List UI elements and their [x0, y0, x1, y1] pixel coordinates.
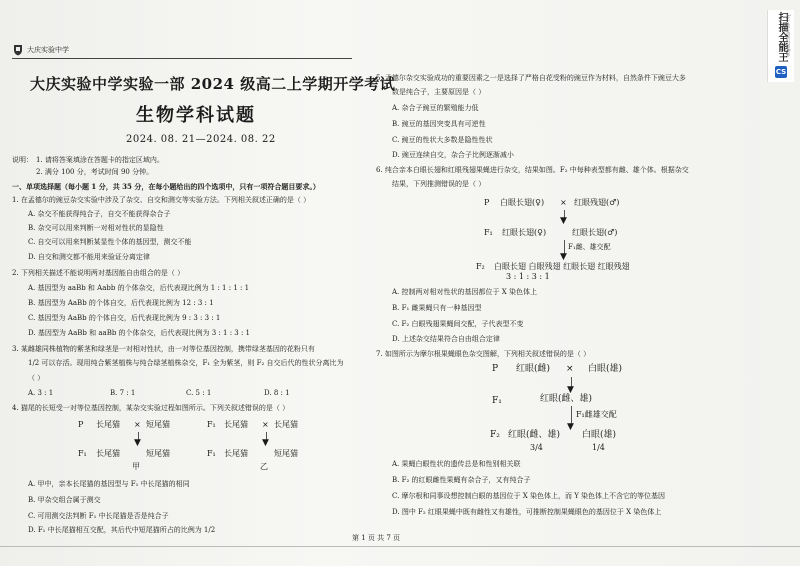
school-label: 大庆实验中学 [27, 46, 69, 54]
q6-option-c: C. F₂ 白眼残翅果蝇间交配，子代表型不变 [392, 320, 524, 328]
q6-p-cross: × [560, 198, 567, 207]
q4-yi-cross: × [262, 420, 269, 429]
school-crest-icon [12, 44, 24, 56]
q5-stem-line2: 数是纯合子，主要原因是（ ） [392, 88, 486, 96]
q4-jia-p-long: 长尾猫 [96, 420, 120, 429]
q3-stem-line1: 3. 某雌雄同株植物的紫茎和绿茎是一对相对性状，由一对等位基因控制，携带绿茎基因的花粉只有 [12, 345, 315, 353]
instructions-label: 说明： [12, 156, 33, 164]
q4-option-b: B. 甲杂交组合属于测交 [28, 496, 101, 504]
exam-date: 2024. 08. 21—2024. 08. 22 [126, 134, 276, 145]
q6-p-male: 红眼残翅(♂) [574, 198, 620, 207]
q7-f2-white-fraction: 1/4 [592, 443, 605, 452]
q4-yi-p-label: F₁ [207, 420, 216, 429]
scanner-tagline: 3亿人都在用的扫描App [786, 14, 791, 57]
q7-option-b: B. F₂ 的红眼雌性果蝇有杂合子，又有纯合子 [392, 476, 531, 484]
q2-stem: 2. 下列相关描述不能说明两对基因能自由组合的是（ ） [12, 269, 185, 277]
q3-option-c: C. 5 : 1 [186, 389, 212, 397]
q7-f2-white: 白眼(雄) [582, 430, 617, 440]
q1-option-b: B. 杂交可以用来判断一对相对性状的显隐性 [28, 224, 164, 232]
camscanner-logo-icon: CS [775, 68, 787, 76]
q4-stem: 4. 猫尾的长短受一对等位基因控制，某杂交实验过程如图所示。下列关叙述错误的是（ ） [12, 404, 290, 412]
q3-option-a: A. 3 : 1 [28, 389, 54, 397]
q7-option-d: D. 图中 F₂ 红眼果蝇中既有雌性又有雄性，可推断控制果蝇眼色的基因位于 X 染色体上 [392, 508, 662, 516]
q4-yi-arrow-icon: ▼ [262, 438, 269, 448]
q2-option-b: B. 基因型为 AaBb 的个体自交，后代表现比例为 12 : 3 : 1 [28, 299, 214, 307]
q1-stem: 1. 在孟德尔的豌豆杂交实验中涉及了杂交、自交和测交等实验方法。下列相关叙述正确的是（ ） [12, 196, 311, 204]
q1-option-a: A. 杂交不能获得纯合子，自交不能获得杂合子 [28, 210, 171, 218]
q5-stem-line1: 5. 孟德尔杂交实验成功的重要因素之一是选择了严格自花受粉的豌豆作为材料，自然条件下豌豆大多 [376, 74, 686, 82]
q6-option-d: D. 上述杂交结果符合自由组合定律 [392, 335, 500, 343]
q6-option-b: B. F₁ 雌果蝇只有一种基因型 [392, 304, 482, 312]
q5-option-b: B. 豌豆的基因突变具有可逆性 [392, 120, 486, 128]
q4-yi-label: 乙 [260, 462, 268, 471]
subject-title: 生物学科试题 [136, 105, 256, 126]
q4-option-c: C. 可用测交法判断 F₁ 中长尾猫是否是纯合子 [28, 512, 169, 520]
q4-jia-cross: × [134, 420, 141, 429]
q7-option-c: C. 摩尔根和同事设想控制白眼的基因位于 X 染色体上，而 Y 染色体上不含它的等位基因 [392, 492, 666, 500]
q7-f1-arrow-icon: ▼ [567, 422, 574, 432]
q7-stem: 7. 如图所示为摩尔根果蝇眼色杂交图解，下列相关叙述错误的是（ ） [376, 350, 591, 358]
q3-stem-line2: 1/2 可以存活。现用纯合紫茎植株与纯合绿茎植株杂交，F₁ 全为紫茎，则 F₂ 自交后代的性状分离比为 [28, 359, 344, 367]
q4-option-d: D. F₁ 中长尾猫相互交配，其后代中短尾猫所占的比例为 1/2 [28, 526, 216, 534]
q7-p-male: 白眼(雄) [588, 364, 623, 374]
q4-yi-p-long-1: 长尾猫 [224, 420, 248, 429]
footer-rule [0, 546, 800, 547]
q3-option-b: B. 7 : 1 [110, 389, 136, 397]
page-number: 第 1 页 共 7 页 [352, 534, 401, 542]
scanner-watermark [767, 10, 794, 82]
q6-f1-arrow-icon: ▼ [560, 252, 567, 262]
q7-f2-red-fraction: 3/4 [530, 443, 543, 452]
q6-stem-line2: 结果，下列推测错误的是（ ） [392, 180, 486, 188]
q4-jia-p-short: 短尾猫 [146, 420, 170, 429]
q2-option-a: A. 基因型为 aaBb 和 Aabb 的个体杂交，后代表现比例为 1 : 1 : 1 : 1 [28, 284, 250, 292]
q4-jia-f1-short: 短尾猫 [146, 449, 170, 458]
q7-p-female: 红眼(雌) [516, 364, 551, 374]
q2-option-d: D. 基因型为 AaBb 和 aaBb 的个体杂交，后代表现比例为 3 : 1 : 3 : 1 [28, 329, 251, 337]
q1-option-c: C. 自交可以用来判断某显性个体的基因型，测交不能 [28, 238, 192, 246]
q5-option-d: D. 豌豆连续自交，杂合子比例逐渐减小 [392, 151, 514, 159]
q6-p-label: P [484, 198, 490, 207]
q4-yi-f2-label: F₁ [207, 449, 216, 458]
q7-option-a: A. 果蝇白眼性状的遗传总是和性别相关联 [392, 460, 521, 468]
q7-f1-offspring: 红眼(雌、雄) [540, 394, 593, 404]
q7-p-label: P [492, 364, 499, 374]
q6-f1-label: F₁ [484, 228, 493, 237]
q6-option-a: A. 控制两对相对性状的基因都位于 X 染色体上 [392, 288, 537, 296]
q7-f2-red: 红眼(雌、雄) [508, 430, 561, 440]
q7-f1-mating: F₁雌雄交配 [576, 410, 617, 419]
q6-f2-phenotypes: 白眼长翅 白眼残翅 红眼长翅 红眼残翅 [494, 262, 630, 271]
q7-f1-label: F₁ [492, 396, 502, 406]
scanner-app-name: 扫描全能王 [776, 12, 787, 62]
q5-option-a: A. 杂合子豌豆的繁殖能力低 [392, 104, 479, 112]
q6-p-female: 白眼长翅(♀) [500, 198, 545, 207]
instruction-1: 1. 请将答案填涂在答题卡的指定区域内。 [36, 156, 164, 164]
q4-yi-p-long-2: 长尾猫 [274, 420, 298, 429]
q2-option-c: C. 基因型为 AaBb 的个体自交，后代表现比例为 9 : 3 : 3 : 1 [28, 314, 221, 322]
q4-option-a: A. 甲中，亲本长尾猫的基因型与 F₁ 中长尾猫的相同 [28, 480, 190, 488]
q5-option-c: C. 豌豆的性状大多数是隐性性状 [392, 136, 493, 144]
q4-yi-f2-long: 长尾猫 [224, 449, 248, 458]
q6-f1-female: 红眼长翅(♀) [502, 228, 547, 237]
q4-yi-f2-short: 短尾猫 [274, 449, 298, 458]
q6-f1-mating: F₁雌、雄交配 [568, 243, 611, 251]
q6-f1-male: 红眼长翅(♂) [572, 228, 618, 237]
q1-option-d: D. 自交和测交都不能用来验证分离定律 [28, 253, 150, 261]
exam-title: 大庆实验中学实验一部 2024 级高二上学期开学考试 [30, 75, 396, 93]
q4-jia-p-label: P [78, 420, 84, 429]
q7-p-arrow-icon: ▼ [567, 385, 574, 395]
q6-p-arrow-icon: ▼ [560, 216, 567, 226]
q6-f2-label: F₂ [476, 262, 485, 271]
q7-f2-label: F₂ [490, 430, 500, 440]
q4-jia-f1-label: F₁ [78, 449, 87, 458]
q7-p-cross: × [566, 364, 574, 374]
q3-option-d: D. 8 : 1 [264, 389, 290, 397]
q4-jia-label: 甲 [132, 462, 140, 471]
header-rule [12, 58, 352, 59]
q6-stem-line1: 6. 纯合亲本白眼长翅和红眼残翅果蝇进行杂交，结果如图。F₂ 中每种表型都有雌、雄个体。根据杂交 [376, 166, 689, 174]
q4-jia-f1-long: 长尾猫 [96, 449, 120, 458]
q4-jia-arrow-icon: ▼ [134, 438, 141, 448]
instruction-2: 2. 满分 100 分，考试时间 90 分钟。 [36, 168, 154, 176]
section-heading: 一、单项选择题（每小题 1 分，共 35 分，在每小题给出的四个选项中，只有一项符合题目要求。） [12, 182, 320, 191]
q6-f2-ratio: 3 : 1 : 3 : 1 [506, 272, 550, 281]
q3-answer-paren: （ ） [28, 374, 45, 382]
